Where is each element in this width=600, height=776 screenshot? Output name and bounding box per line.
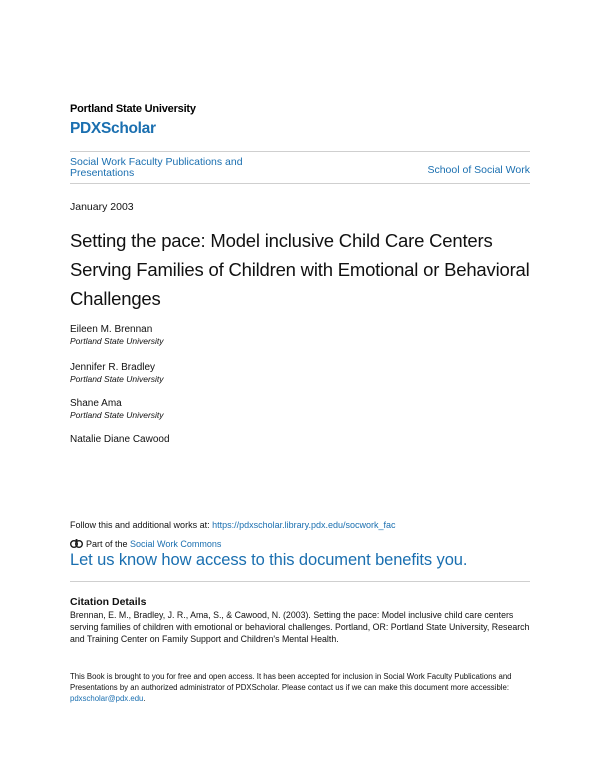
series-link[interactable]: Social Work Faculty Publications and Presentations (70, 156, 243, 179)
publication-date: January 2003 (70, 201, 134, 213)
author-name: Eileen M. Brennan (70, 324, 153, 335)
open-access-notice (70, 671, 532, 704)
citation-heading: Citation Details (70, 596, 147, 608)
author-entry (70, 361, 370, 385)
top-divider (70, 151, 530, 152)
bottom-divider (70, 183, 530, 184)
citation-text: Brennan, E. M., Bradley, J. R., Ama, S., & Cawood, N. (2003). Setting the pace: Model inclusive child care centers serving families of children with emotional or behavioral challenges. Portland, OR: Portland State University, Research and Training Center on Family Support and Children's Mental Health. (70, 610, 530, 644)
part-of-text: Part of the (86, 539, 128, 549)
institution-name: Portland State University (70, 103, 196, 115)
document-title: Setting the pace: Model inclusive Child Care Centers Serving Families of Children with Emotional or Behavioral Challenges (70, 230, 530, 309)
author-affiliation: Portland State University (70, 374, 164, 384)
benefit-feedback-link[interactable]: Let us know how access to this document benefits you. (70, 551, 468, 569)
author-affiliation: Portland State University (70, 336, 164, 346)
author-name: Shane Ama (70, 398, 122, 409)
notice-text: This Book is brought to you for free and open access. It has been accepted for inclusion in Social Work Faculty Publications and Presentations by an authorized administrator of PDXScholar. Please contact us if we can make this document more accessible: (70, 672, 512, 692)
contact-email-link[interactable]: pdxscholar@pdx.edu (70, 694, 144, 703)
social-work-commons-link[interactable]: Social Work Commons (130, 539, 222, 549)
follow-line (70, 520, 396, 530)
follow-text: Follow this and additional works at: (70, 520, 213, 530)
creative-commons-icon (70, 538, 83, 550)
author-affiliation: Portland State University (70, 410, 164, 420)
author-name: Jennifer R. Bradley (70, 362, 156, 373)
author-entry (70, 397, 370, 421)
author-name: Natalie Diane Cawood (70, 434, 170, 445)
repository-link[interactable]: PDXScholar (70, 120, 156, 137)
author-entry (70, 433, 370, 446)
department-link[interactable]: School of Social Work (427, 164, 530, 176)
part-of-line (70, 538, 221, 550)
author-entry (70, 323, 370, 347)
notice-end: . (143, 694, 146, 703)
citation-divider (70, 581, 530, 582)
collection-url-link[interactable]: https://pdxscholar.library.pdx.edu/socwork_fac (212, 520, 396, 530)
